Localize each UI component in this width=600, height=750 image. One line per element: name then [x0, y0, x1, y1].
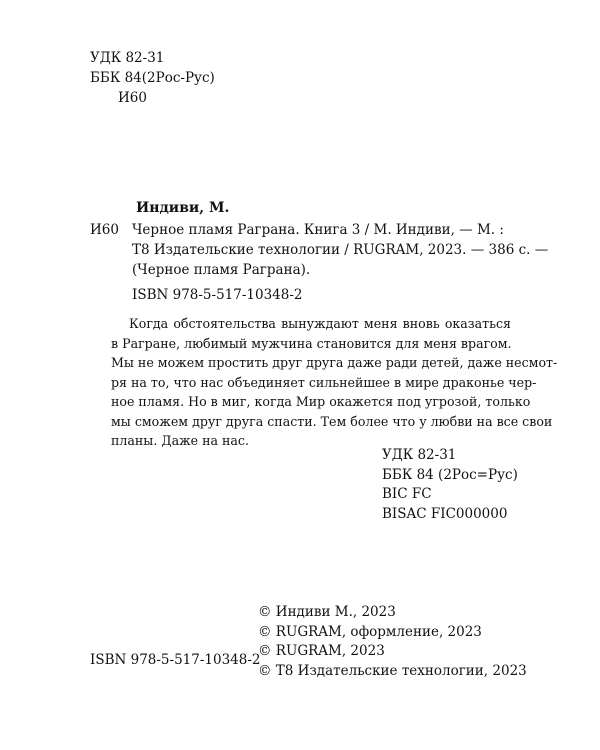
author-mark: И60 — [118, 90, 147, 106]
annotation-line: ря на то, что нас объединяет сильнейшее в мире драконье чер- — [111, 374, 537, 390]
classification-codes-right — [382, 446, 518, 524]
udk-code-right: УДК 82-31 — [382, 447, 457, 463]
citation-line: Т8 Издательские технологии / RUGRAM, 2023. — 386 с. — — [132, 242, 549, 258]
copyright-block — [258, 603, 527, 681]
isbn-main: ISBN 978-5-517-10348-2 — [132, 287, 303, 303]
annotation-line: Когда обстоятельства вынуждают меня вновь оказаться — [129, 316, 511, 331]
annotation-line: ное пламя. Но в миг, когда Мир окажется под угрозой, только — [111, 394, 531, 409]
citation-line: (Черное пламя Раграна). — [132, 262, 311, 278]
annotation-line: планы. Даже на нас. — [111, 433, 249, 448]
copyright-line: © Т8 Издательские технологии, 2023 — [258, 662, 527, 679]
annotation — [111, 314, 558, 451]
citation-author-mark: И60 — [90, 222, 119, 238]
copyright-line: © RUGRAM, оформление, 2023 — [258, 623, 482, 640]
classification-header — [90, 48, 215, 108]
bbk-code-right: ББК 84 (2Рос=Рус) — [382, 466, 518, 483]
citation-line: Черное пламя Рагрaна. Книга 3 / М. Индиви, — М. : — [132, 222, 504, 238]
bic-code: BIC FC — [382, 486, 432, 502]
author-name: Индиви, М. — [136, 200, 230, 216]
annotation-line: в Рагране, любимый мужчина становится для меня врагом. — [111, 335, 512, 351]
udk-code: УДК 82-31 — [90, 50, 165, 66]
annotation-line: мы сможем друг друга спасти. Тем более что у любви на все свои — [111, 413, 553, 429]
annotation-line: Мы не можем простить друг друга даже ради детей, даже несмот- — [111, 355, 558, 370]
bbk-code: ББК 84(2Рос-Рус) — [90, 70, 215, 86]
bisac-code: BISAC FIC000000 — [382, 505, 508, 522]
bibliographic-citation — [132, 220, 549, 280]
copyright-line: © RUGRAM, 2023 — [258, 643, 385, 659]
isbn-bottom: ISBN 978-5-517-10348-2 — [90, 652, 261, 668]
copyright-line: © Индиви М., 2023 — [258, 604, 396, 620]
